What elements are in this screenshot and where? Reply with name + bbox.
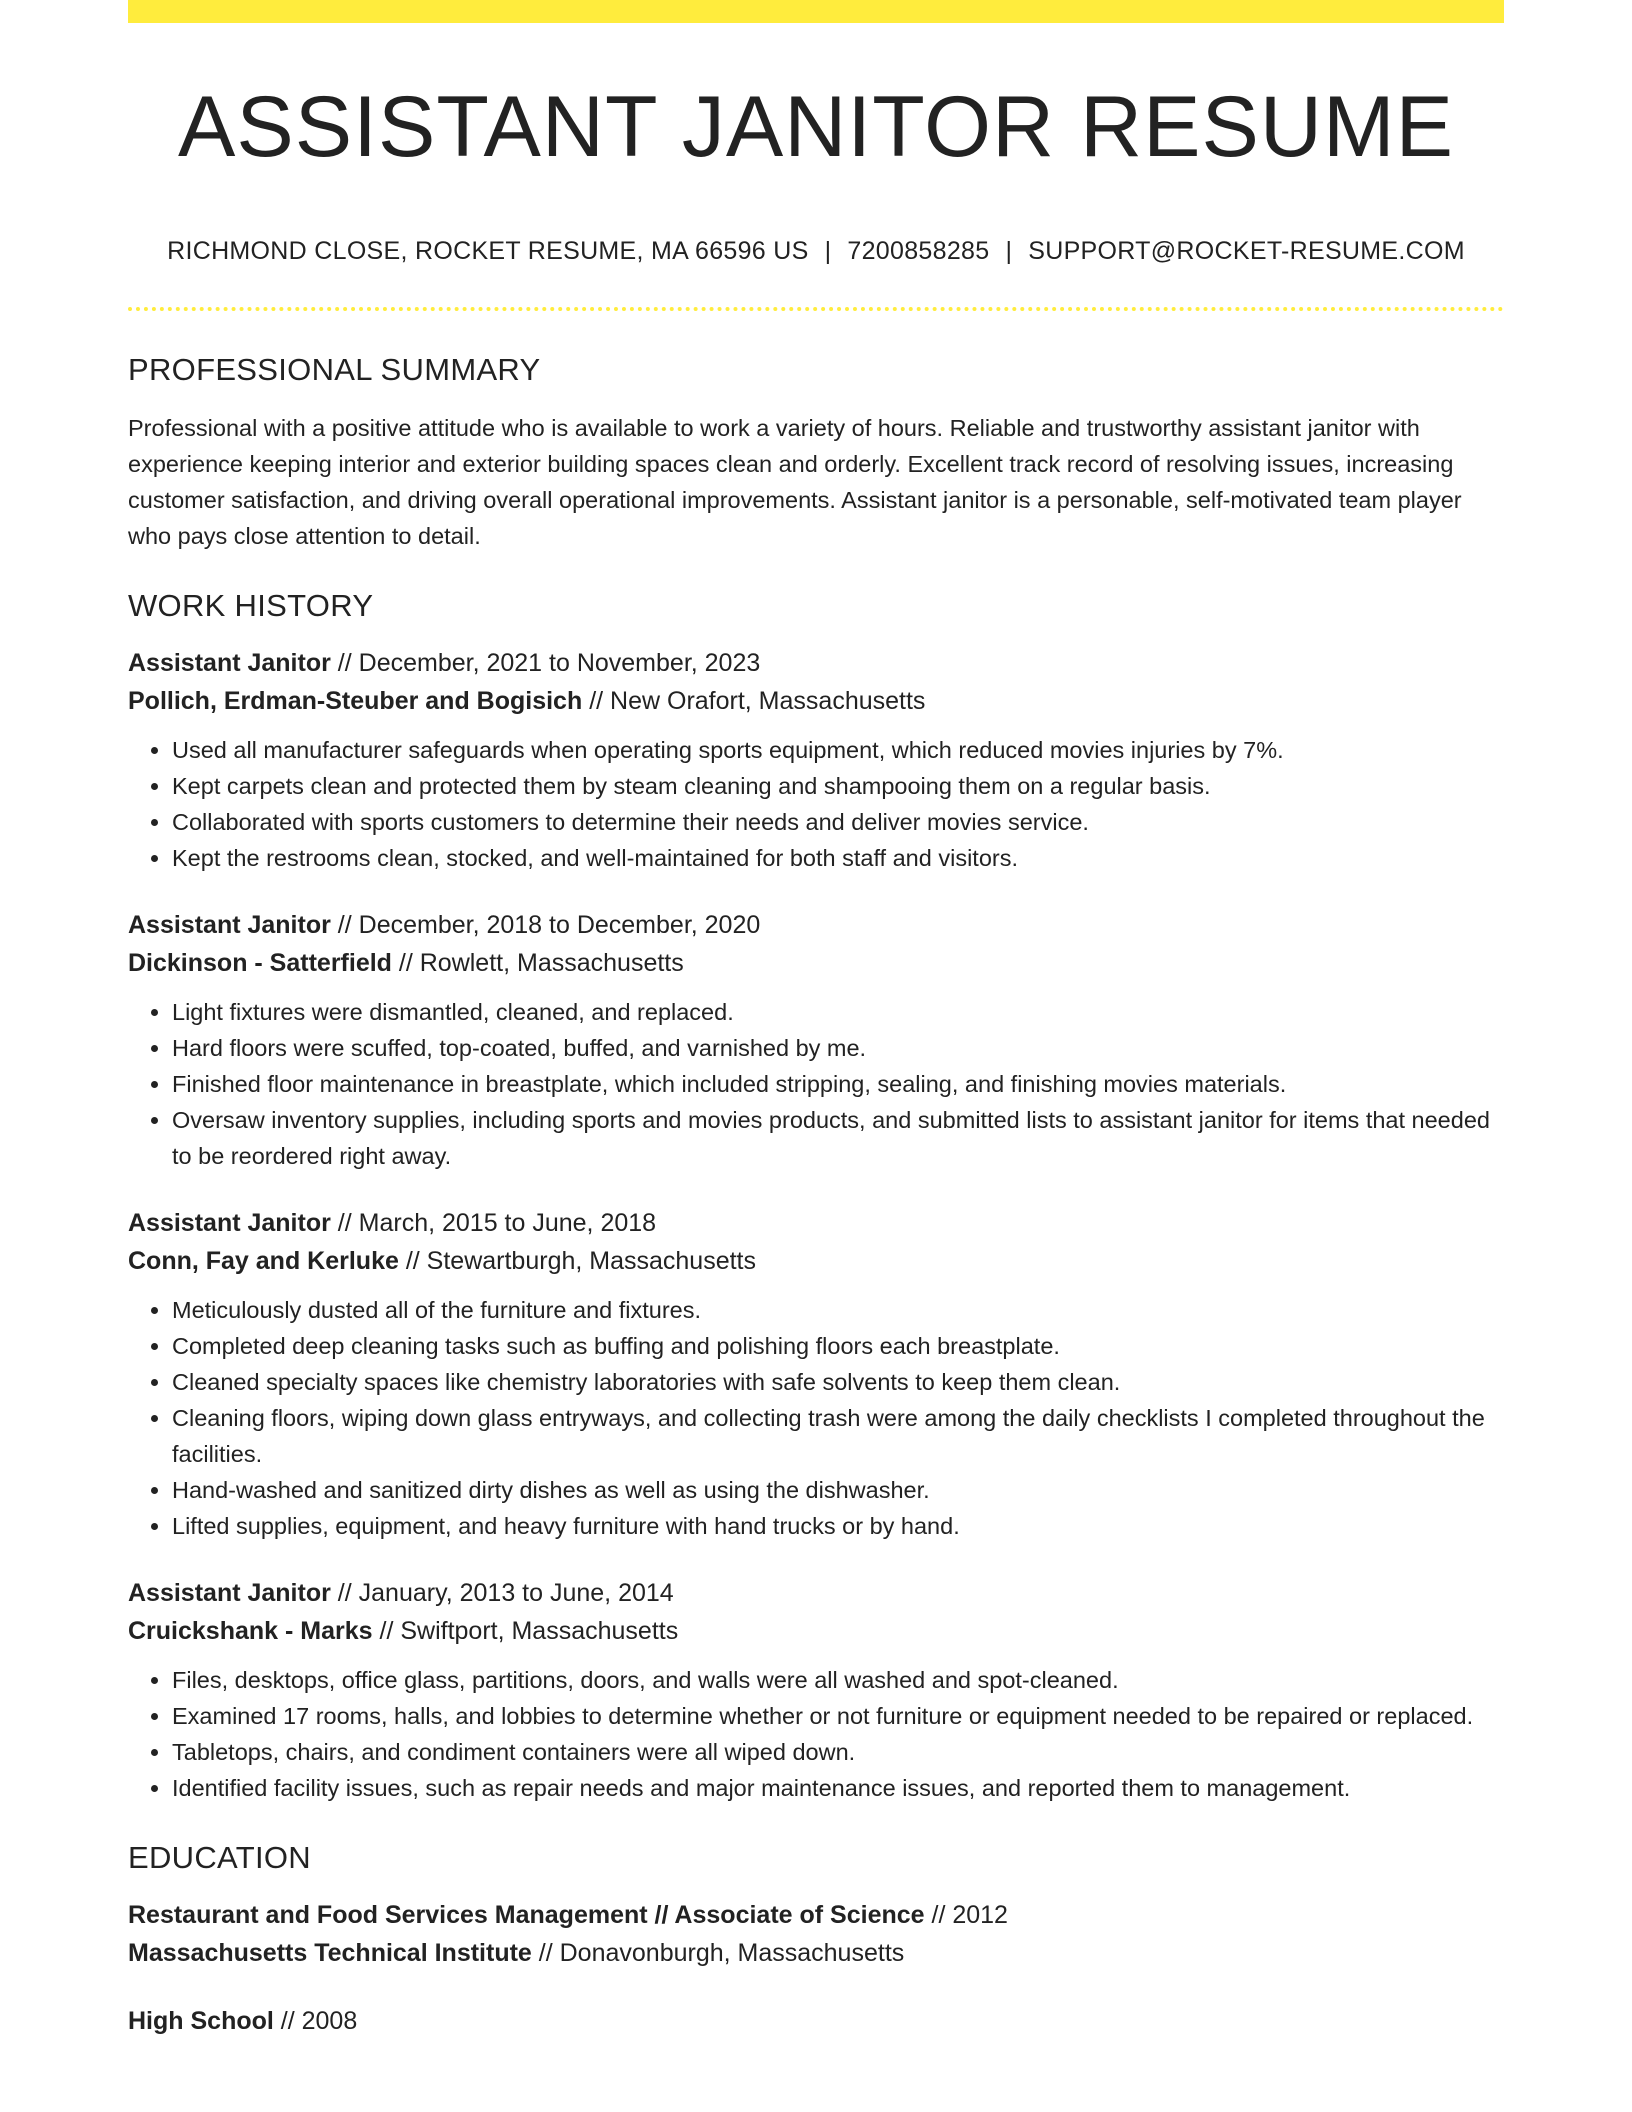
job-company-line [128, 682, 1504, 720]
education-degree-line [128, 1896, 1504, 1934]
section-heading-summary: PROFESSIONAL SUMMARY [128, 352, 541, 387]
job-company-line [128, 1612, 1504, 1650]
job-bullet: • Meticulously dusted all of the furniture and fixtures. [172, 1292, 1504, 1328]
education-degree-line [128, 2002, 1504, 2040]
job-dates: // December, 2021 to November, 2023 [337, 649, 761, 677]
job-bullet: • Used all manufacturer safeguards when operating sports equipment, which reduced movies injuries by 7%. [172, 732, 1504, 768]
job-company: Dickinson - Satterfield [128, 949, 392, 977]
summary-text: Professional with a positive attitude who is available to work a variety of hours. Reliable and trustworthy assistant janitor with experience keeping interior and exterior building spaces clean and orderly. Excellent track record of resolving issues, increasing customer satisfaction, and driving overall operational improvements. Assistant janitor is a personable, self-motivated team player who pays close attention to detail. [128, 415, 1462, 549]
job-location: // New Orafort, Massachusetts [589, 687, 926, 715]
education-entry [128, 2002, 1504, 2040]
job-bullet: • Kept carpets clean and protected them by steam cleaning and shampooing them on a regular basis. [172, 768, 1504, 804]
job-title: Assistant Janitor [128, 649, 331, 677]
education-year: // 2012 [931, 1901, 1008, 1929]
resume-body [128, 352, 1504, 2040]
job-title: Assistant Janitor [128, 1209, 331, 1237]
job-location: // Rowlett, Massachusetts [398, 949, 684, 977]
job-bullet: • Cleaning floors, wiping down glass entryways, and collecting trash were among the daily checklists I completed throughout the facilities. [172, 1400, 1504, 1472]
job-location: // Stewartburgh, Massachusetts [405, 1247, 757, 1275]
education-degree: Restaurant and Food Services Management // Associate of Science [128, 1901, 925, 1929]
job-bullet: • Files, desktops, office glass, partitions, doors, and walls were all washed and spot-cleaned. [172, 1662, 1504, 1698]
job-dates: // March, 2015 to June, 2018 [337, 1209, 657, 1237]
job-title: Assistant Janitor [128, 911, 331, 939]
job-bullet: • Finished floor maintenance in breastplate, which included stripping, sealing, and finishing movies materials. [172, 1066, 1504, 1102]
job-company: Conn, Fay and Kerluke [128, 1247, 399, 1275]
job-entry [128, 1574, 1504, 1806]
job-bullet: • Collaborated with sports customers to determine their needs and deliver movies service. [172, 804, 1504, 840]
education-location: // Donavonburgh, Massachusetts [538, 1939, 905, 1967]
section-heading-work-history: WORK HISTORY [128, 588, 374, 623]
job-title-line [128, 1204, 1504, 1242]
job-bullet: • Lifted supplies, equipment, and heavy furniture with hand trucks or by hand. [172, 1508, 1504, 1544]
job-title: Assistant Janitor [128, 1579, 331, 1607]
work-history-section [128, 588, 1504, 1806]
job-title-line [128, 906, 1504, 944]
education-section [128, 1840, 1504, 2040]
job-bullet: • Light fixtures were dismantled, cleaned, and replaced. [172, 994, 1504, 1030]
job-bullet: • Kept the restrooms clean, stocked, and well-maintained for both staff and visitors. [172, 840, 1504, 876]
job-bullet: • Tabletops, chairs, and condiment containers were all wiped down. [172, 1734, 1504, 1770]
contact-address: RICHMOND CLOSE, ROCKET RESUME, MA 66596 US [167, 237, 809, 265]
job-entry [128, 1204, 1504, 1544]
job-bullet: • Completed deep cleaning tasks such as buffing and polishing floors each breastplate. [172, 1328, 1504, 1364]
job-bullets [128, 732, 1504, 876]
job-company: Pollich, Erdman-Steuber and Bogisich [128, 687, 583, 715]
job-title-line [128, 644, 1504, 682]
contact-separator: | [824, 237, 832, 265]
job-location: // Swiftport, Massachusetts [379, 1617, 679, 1645]
job-dates: // January, 2013 to June, 2014 [337, 1579, 674, 1607]
dotted-divider [128, 307, 1504, 311]
job-company-line [128, 944, 1504, 982]
job-bullets [128, 1292, 1504, 1544]
job-company: Cruickshank - Marks [128, 1617, 373, 1645]
education-degree: High School [128, 2007, 274, 2035]
job-bullet: • Examined 17 rooms, halls, and lobbies to determine whether or not furniture or equipment needed to be repaired or replaced. [172, 1698, 1504, 1734]
job-bullet: • Hand-washed and sanitized dirty dishes as well as using the dishwasher. [172, 1472, 1504, 1508]
job-bullet: • Cleaned specialty spaces like chemistry laboratories with safe solvents to keep them clean. [172, 1364, 1504, 1400]
job-entry [128, 906, 1504, 1174]
job-bullet: • Oversaw inventory supplies, including sports and movies products, and submitted lists to assistant janitor for items that needed to be reordered right away. [172, 1102, 1504, 1174]
contact-separator: | [1005, 237, 1013, 265]
job-bullets [128, 994, 1504, 1174]
accent-bar [128, 0, 1504, 23]
job-company-line [128, 1242, 1504, 1280]
job-title-line [128, 1574, 1504, 1612]
education-year: // 2008 [280, 2007, 358, 2035]
contact-phone: 7200858285 [847, 237, 990, 265]
education-entry [128, 1896, 1504, 1972]
job-dates: // December, 2018 to December, 2020 [337, 911, 761, 939]
section-heading-education: EDUCATION [128, 1840, 311, 1875]
summary-section [128, 352, 1504, 554]
job-bullet: • Identified facility issues, such as repair needs and major maintenance issues, and reported them to management. [172, 1770, 1504, 1806]
job-bullet: • Hard floors were scuffed, top-coated, buffed, and varnished by me. [172, 1030, 1504, 1066]
job-bullets [128, 1662, 1504, 1806]
education-school-line [128, 1934, 1504, 1972]
education-school: Massachusetts Technical Institute [128, 1939, 532, 1967]
job-entry [128, 644, 1504, 876]
contact-line [128, 237, 1504, 266]
contact-email: SUPPORT@ROCKET-RESUME.COM [1028, 237, 1465, 265]
resume-title: ASSISTANT JANITOR RESUME [178, 79, 1454, 175]
